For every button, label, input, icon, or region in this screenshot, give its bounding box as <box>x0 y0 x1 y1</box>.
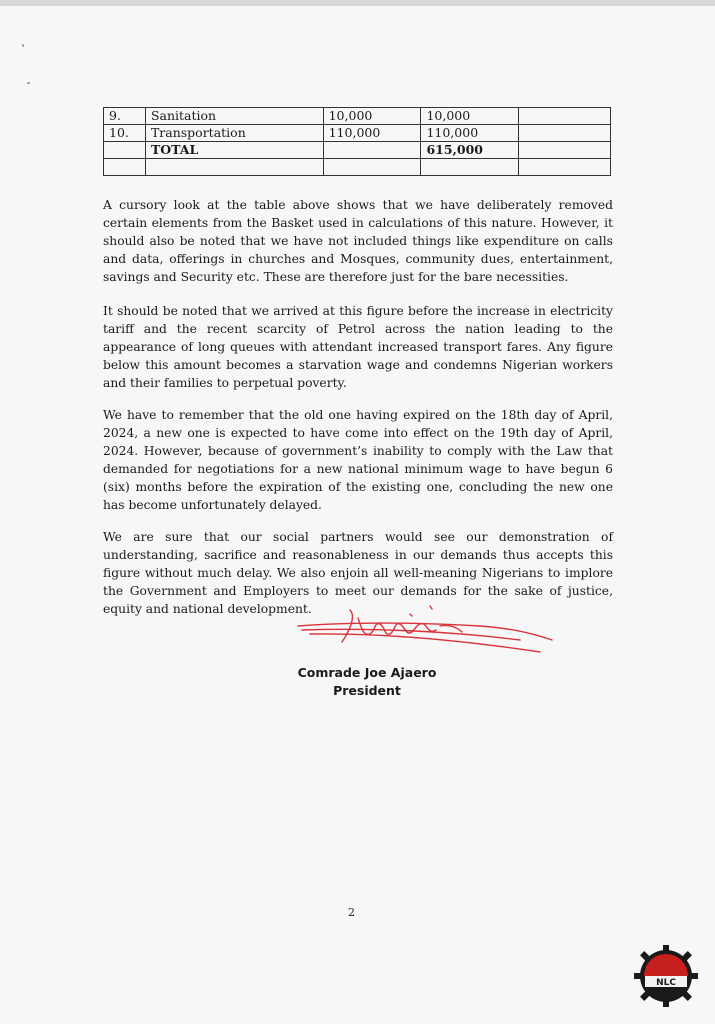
paragraph-expiry-note: We have to remember that the old one having expired on the 18th day of April, 2024, a new one is expected to have come into effect on the 19th day of April, 2024. However, because of government’s inability to comply with the Law that demanded for negotiations for a new national minimum wage to have begun 6 (six) months before the expiration of the existing one, concluding the new one has become unfortunately delayed. <box>103 408 613 512</box>
row-item <box>145 159 323 176</box>
table-row-empty <box>104 159 611 176</box>
signatory-title: President <box>333 683 401 698</box>
row-value-c <box>519 159 611 176</box>
table-total-row <box>104 142 611 159</box>
signature-scribble-icon <box>290 600 560 670</box>
row-item: Transportation <box>145 125 323 142</box>
page-number: 2 <box>348 906 355 919</box>
scan-speck <box>22 44 24 47</box>
nlc-cog-logo-icon <box>631 944 701 1008</box>
scan-top-edge <box>0 0 715 6</box>
row-value-a: 110,000 <box>323 125 421 142</box>
row-value-b <box>421 159 519 176</box>
row-item: Sanitation <box>145 108 323 125</box>
table-row <box>104 125 611 142</box>
paragraph-basket-note: A cursory look at the table above shows that we have deliberately removed certain elements from the Basket used in calculations of this nature. However, it should also be noted that we have not included things like expenditure on calls and data, offerings in churches and Mosques, community dues, entertainment, savings and Security etc. These are therefore just for the bare necessities. <box>103 198 613 284</box>
paragraph-tariff-note: It should be noted that we arrived at this figure before the increase in electricity tariff and the recent scarcity of Petrol across the nation leading to the appearance of long queues with attendant increased transport fares. Any figure below this amount becomes a starvation wage and condemns Nigerian workers and their families to perpetual poverty. <box>103 304 613 390</box>
row-number <box>104 142 146 159</box>
budget-table <box>103 107 611 176</box>
row-number: 10. <box>104 125 146 142</box>
signature <box>290 600 560 670</box>
table-row <box>104 108 611 125</box>
row-value-b: 110,000 <box>421 125 519 142</box>
logo-text: NLC <box>656 978 676 988</box>
row-value-b: 10,000 <box>421 108 519 125</box>
signatory-name: Comrade Joe Ajaero <box>297 665 437 680</box>
row-number: 9. <box>104 108 146 125</box>
row-value-a <box>323 159 421 176</box>
row-value-c <box>519 125 611 142</box>
row-value-c <box>519 142 611 159</box>
total-value: 615,000 <box>421 142 519 159</box>
scan-speck <box>27 82 30 84</box>
paragraph-closing: We are sure that our social partners would see our demonstration of understanding, sacrifice and reasonableness in our demands thus accepts this figure without much delay. We also enjoin all well-meaning Nigerians to implore the Government and Employers to meet our demands for the sake of justice, equity and national development. <box>103 530 613 616</box>
row-value-a: 10,000 <box>323 108 421 125</box>
total-label: TOTAL <box>145 142 323 159</box>
row-value-c <box>519 108 611 125</box>
row-value-a <box>323 142 421 159</box>
row-number <box>104 159 146 176</box>
